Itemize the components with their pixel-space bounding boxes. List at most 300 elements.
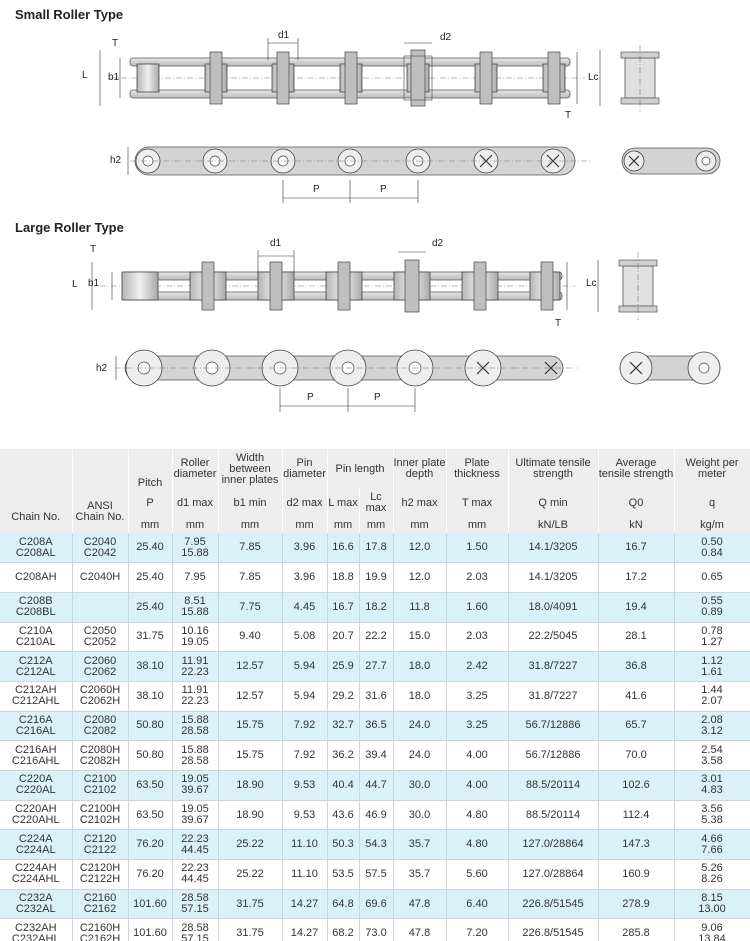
cell-q <box>674 592 750 622</box>
cell-b1: 31.75 <box>218 919 282 941</box>
table-row <box>0 919 750 941</box>
cell-ansi-line: C2120H <box>79 862 121 875</box>
cell-Lc: 22.2 <box>359 622 393 652</box>
cell-chain <box>0 741 72 771</box>
cell-d1-line: 28.58 <box>181 724 209 737</box>
cell-T: 2.03 <box>446 563 508 593</box>
cell-q <box>674 771 750 801</box>
cell-L: 29.2 <box>327 681 359 711</box>
cell-Q: 226.8/51545 <box>508 889 598 919</box>
cell-ansi-line: C2060H <box>79 684 121 697</box>
cell-chain <box>0 652 72 682</box>
cell-chain-line: C232AL <box>15 903 56 916</box>
cell-d1-line: 15.88 <box>181 713 209 726</box>
cell-ansi-line: C2100H <box>79 803 121 816</box>
cell-ansi-line: C2100 <box>83 773 117 786</box>
cell-ansi-line: C2080H <box>79 743 121 756</box>
cell-Q0: 102.6 <box>598 771 674 801</box>
cell-ansi-line: C2060 <box>83 654 117 667</box>
cell-q-line: 4.83 <box>701 784 723 797</box>
cell-chain-line: C208AH <box>14 571 57 584</box>
cell-d1-line: 15.88 <box>181 606 209 619</box>
cell-chain <box>0 681 72 711</box>
dim-label-Lc-large: Lc <box>586 278 597 289</box>
unit-Q: kN/LB <box>508 517 598 533</box>
cell-Q: 14.1/3205 <box>508 563 598 593</box>
cell-ansi-line: C2050 <box>83 624 117 637</box>
cell-chain <box>0 889 72 919</box>
header-ultimate-tensile: Ultimate tensile strength <box>508 449 598 489</box>
cell-Lc: 54.3 <box>359 830 393 860</box>
cell-d1 <box>172 622 218 652</box>
unit-Q0: kN <box>598 517 674 533</box>
symbol-T: T max <box>446 489 508 517</box>
header-average-tensile: Average tensile strength <box>598 449 674 489</box>
cell-L: 36.2 <box>327 741 359 771</box>
dim-label-T-top-large: T <box>90 244 97 255</box>
cell-ansi <box>72 860 128 890</box>
cell-Q0: 112.4 <box>598 800 674 830</box>
cell-chain <box>0 800 72 830</box>
cell-pitch: 31.75 <box>128 622 172 652</box>
cell-q <box>674 563 750 593</box>
dim-label-b1-large: b1 <box>88 278 100 289</box>
cell-T: 4.80 <box>446 800 508 830</box>
cell-T: 4.80 <box>446 830 508 860</box>
cell-Lc: 27.7 <box>359 652 393 682</box>
table-row <box>0 771 750 801</box>
cell-chain <box>0 919 72 941</box>
cell-ansi <box>72 622 128 652</box>
cell-Lc: 44.7 <box>359 771 393 801</box>
table-row <box>0 533 750 563</box>
cell-q <box>674 681 750 711</box>
cell-q-line: 1.27 <box>701 635 723 648</box>
cell-Lc: 18.2 <box>359 592 393 622</box>
cell-pitch: 76.20 <box>128 830 172 860</box>
cell-q-line: 13.84 <box>698 932 726 941</box>
cell-d1 <box>172 533 218 563</box>
cell-h2: 12.0 <box>393 533 446 563</box>
cell-T: 6.40 <box>446 889 508 919</box>
cell-b1: 7.85 <box>218 563 282 593</box>
cell-q-line: 3.58 <box>701 754 723 767</box>
dim-label-P-1: P <box>313 184 320 195</box>
table-row <box>0 622 750 652</box>
cell-ansi-line: C2102 <box>83 784 117 797</box>
cell-pitch: 63.50 <box>128 771 172 801</box>
cell-ansi <box>72 563 128 593</box>
header-ansi-chain-no: ANSI Chain No. <box>72 449 128 533</box>
cell-ansi <box>72 681 128 711</box>
cell-d1-line: 19.05 <box>181 803 209 816</box>
cell-q-line: 4.66 <box>701 832 723 845</box>
cell-h2: 30.0 <box>393 800 446 830</box>
cell-L: 40.4 <box>327 771 359 801</box>
cell-chain <box>0 563 72 593</box>
symbol-d1: d1 max <box>172 489 218 517</box>
header-pin-diameter: Pin diameter <box>282 449 327 489</box>
cell-d2: 9.53 <box>282 771 327 801</box>
cell-q-line: 0.84 <box>701 546 723 559</box>
dim-label-P-2-large: P <box>374 392 381 403</box>
table-row <box>0 711 750 741</box>
cell-chain-line: C208A <box>18 535 53 548</box>
cell-T: 2.03 <box>446 622 508 652</box>
cell-Q: 56.7/12886 <box>508 711 598 741</box>
cell-Lc: 17.8 <box>359 533 393 563</box>
cell-d2: 3.96 <box>282 563 327 593</box>
cell-d1-line: 22.23 <box>181 862 209 875</box>
cell-h2: 12.0 <box>393 563 446 593</box>
cell-Q: 56.7/12886 <box>508 741 598 771</box>
cell-d1-line: 39.67 <box>181 814 209 827</box>
header-pin-length: Pin length <box>327 449 393 489</box>
cell-pitch: 101.60 <box>128 919 172 941</box>
cell-h2: 24.0 <box>393 711 446 741</box>
cell-chain-line: C208BL <box>15 606 56 619</box>
header-width-between: Width between inner plates <box>218 449 282 489</box>
cell-Q: 14.1/3205 <box>508 533 598 563</box>
cell-Q0: 19.4 <box>598 592 674 622</box>
cell-q-line: 2.08 <box>701 713 723 726</box>
cell-q-line: 3.56 <box>701 803 723 816</box>
cell-ansi-line: C2102H <box>79 814 121 827</box>
dim-label-P-2: P <box>380 184 387 195</box>
cell-Q0: 65.7 <box>598 711 674 741</box>
cell-T: 3.25 <box>446 681 508 711</box>
cell-q-line: 3.01 <box>701 773 723 786</box>
cell-q-line: 7.66 <box>701 843 723 856</box>
cell-q <box>674 919 750 941</box>
cell-h2: 24.0 <box>393 741 446 771</box>
cell-chain <box>0 592 72 622</box>
unit-q: kg/m <box>674 517 750 533</box>
cell-pitch: 76.20 <box>128 860 172 890</box>
cell-q <box>674 533 750 563</box>
cell-ansi <box>72 771 128 801</box>
cell-ansi <box>72 741 128 771</box>
cell-T: 5.60 <box>446 860 508 890</box>
cell-q <box>674 800 750 830</box>
cell-q-line: 0.65 <box>701 571 723 584</box>
dim-label-b1: b1 <box>108 72 120 83</box>
cell-chain-line: C220AHL <box>11 814 60 827</box>
cell-q-line: 1.12 <box>701 654 723 667</box>
cell-q-line: 5.38 <box>701 814 723 827</box>
cell-ansi-line: C2082 <box>83 724 117 737</box>
cell-T: 7.20 <box>446 919 508 941</box>
cell-d1 <box>172 919 218 941</box>
cell-ansi-line: C2052 <box>83 635 117 648</box>
cell-ansi-line: C2062 <box>83 665 117 678</box>
header-weight: Weight per meter <box>674 449 750 489</box>
cell-Q: 88.5/20114 <box>508 771 598 801</box>
cell-Q: 88.5/20114 <box>508 800 598 830</box>
cell-d1-line: 44.45 <box>181 873 209 886</box>
cell-chain-line: C216AL <box>15 724 56 737</box>
cell-h2: 18.0 <box>393 681 446 711</box>
cell-Lc: 57.5 <box>359 860 393 890</box>
cell-q-line: 1.44 <box>701 684 723 697</box>
symbol-L: L max <box>327 489 359 517</box>
cell-ansi-line: C2160 <box>83 892 117 905</box>
cell-b1: 12.57 <box>218 652 282 682</box>
cell-pitch: 50.80 <box>128 741 172 771</box>
unit-d1: mm <box>172 517 218 533</box>
small-roller-front-view <box>128 147 720 203</box>
cell-Q: 18.0/4091 <box>508 592 598 622</box>
small-roller-title: Small Roller Type <box>15 7 124 22</box>
cell-L: 25.9 <box>327 652 359 682</box>
large-roller-top-view <box>92 250 657 320</box>
cell-d1-line: 44.45 <box>181 843 209 856</box>
cell-ansi <box>72 889 128 919</box>
cell-chain-line: C212A <box>18 654 53 667</box>
cell-L: 50.3 <box>327 830 359 860</box>
cell-d1-line: 7.95 <box>184 535 206 548</box>
cell-Q0: 16.7 <box>598 533 674 563</box>
cell-d2: 5.08 <box>282 622 327 652</box>
cell-L: 20.7 <box>327 622 359 652</box>
cell-d1-line: 28.58 <box>181 754 209 767</box>
cell-Lc: 36.5 <box>359 711 393 741</box>
cell-pitch: 63.50 <box>128 800 172 830</box>
cell-chain-line: C210AL <box>15 635 56 648</box>
cell-ansi <box>72 592 128 622</box>
cell-T: 1.60 <box>446 592 508 622</box>
spec-table-body <box>0 533 750 941</box>
symbol-d2: d2 max <box>282 489 327 517</box>
cell-chain <box>0 533 72 563</box>
cell-q-line: 5.26 <box>701 862 723 875</box>
cell-chain-line: C232A <box>18 892 53 905</box>
cell-d1-line: 22.23 <box>181 832 209 845</box>
cell-ansi <box>72 711 128 741</box>
cell-d2: 9.53 <box>282 800 327 830</box>
cell-q-line: 2.07 <box>701 695 723 708</box>
dim-label-h2: h2 <box>110 155 122 166</box>
cell-ansi-line: C2040H <box>79 571 121 584</box>
cell-chain-line: C224AH <box>14 862 57 875</box>
cell-Q: 31.8/7227 <box>508 652 598 682</box>
cell-h2: 11.8 <box>393 592 446 622</box>
header-plate-thickness: Plate thickness <box>446 449 508 489</box>
cell-d1-line: 11.91 <box>181 684 209 697</box>
cell-q <box>674 711 750 741</box>
cell-ansi <box>72 830 128 860</box>
cell-chain-line: C224AHL <box>11 873 60 886</box>
cell-ansi-line: C2040 <box>83 535 117 548</box>
cell-L: 16.7 <box>327 592 359 622</box>
cell-q-line: 2.54 <box>701 743 723 756</box>
cell-d1-line: 57.15 <box>181 932 209 941</box>
cell-chain <box>0 830 72 860</box>
cell-T: 4.00 <box>446 771 508 801</box>
dim-label-d1-large: d1 <box>270 238 282 249</box>
cell-d2: 11.10 <box>282 830 327 860</box>
cell-T: 2.42 <box>446 652 508 682</box>
cell-d1-line: 57.15 <box>181 903 209 916</box>
cell-d1 <box>172 860 218 890</box>
unit-Lc: mm <box>359 517 393 533</box>
cell-Lc: 31.6 <box>359 681 393 711</box>
symbol-Lc: Lc max <box>359 489 393 517</box>
cell-h2: 47.8 <box>393 919 446 941</box>
cell-d2: 5.94 <box>282 652 327 682</box>
cell-Q: 22.2/5045 <box>508 622 598 652</box>
dim-label-h2-large: h2 <box>96 363 108 374</box>
cell-pitch: 25.40 <box>128 533 172 563</box>
cell-T: 3.25 <box>446 711 508 741</box>
cell-ansi-line: C2162 <box>83 903 117 916</box>
cell-q-line: 0.78 <box>701 624 723 637</box>
cell-chain-line: C232AH <box>14 921 57 934</box>
cell-L: 18.8 <box>327 563 359 593</box>
cell-q-line: 0.55 <box>701 595 723 608</box>
cell-L: 64.8 <box>327 889 359 919</box>
cell-b1: 25.22 <box>218 830 282 860</box>
small-roller-top-view <box>100 38 659 112</box>
dim-label-T-bottom-large: T <box>555 318 562 329</box>
cell-ansi-line: C2122 <box>83 843 117 856</box>
cell-d2: 7.92 <box>282 711 327 741</box>
dim-label-d2: d2 <box>440 32 452 43</box>
cell-q <box>674 622 750 652</box>
cell-d1 <box>172 800 218 830</box>
symbol-pitch: P <box>128 489 172 517</box>
cell-h2: 47.8 <box>393 889 446 919</box>
cell-q <box>674 889 750 919</box>
cell-d2: 11.10 <box>282 860 327 890</box>
cell-ansi-line: C2120 <box>83 832 117 845</box>
cell-ansi-line: C2080 <box>83 713 117 726</box>
cell-chain-line: C220AL <box>15 784 56 797</box>
dim-label-L-large: L <box>72 279 78 290</box>
cell-d1-line: 28.58 <box>181 921 209 934</box>
cell-h2: 30.0 <box>393 771 446 801</box>
cell-pitch: 25.40 <box>128 592 172 622</box>
cell-d1-line: 15.88 <box>181 546 209 559</box>
cell-d2: 7.92 <box>282 741 327 771</box>
cell-chain <box>0 771 72 801</box>
cell-pitch: 38.10 <box>128 652 172 682</box>
cell-h2: 35.7 <box>393 860 446 890</box>
cell-ansi <box>72 800 128 830</box>
cell-d1 <box>172 830 218 860</box>
cell-ansi-line: C2160H <box>79 921 121 934</box>
cell-chain <box>0 622 72 652</box>
cell-T: 1.50 <box>446 533 508 563</box>
cell-ansi-line: C2162H <box>79 932 121 941</box>
dim-label-T-top: T <box>112 38 119 49</box>
cell-L: 16.6 <box>327 533 359 563</box>
cell-pitch: 38.10 <box>128 681 172 711</box>
cell-d2: 5.94 <box>282 681 327 711</box>
table-row <box>0 830 750 860</box>
cell-q-line: 0.89 <box>701 606 723 619</box>
cell-L: 53.5 <box>327 860 359 890</box>
cell-q-line: 13.00 <box>698 903 726 916</box>
cell-ansi-line: C2042 <box>83 546 117 559</box>
cell-ansi-line: C2062H <box>79 695 121 708</box>
unit-pitch: mm <box>128 517 172 533</box>
cell-chain-line: C212AL <box>15 665 56 678</box>
cell-q-line: 0.50 <box>701 535 723 548</box>
cell-Q0: 41.6 <box>598 681 674 711</box>
dim-label-Lc: Lc <box>588 72 599 83</box>
cell-b1: 7.85 <box>218 533 282 563</box>
cell-Q0: 70.0 <box>598 741 674 771</box>
cell-Q0: 17.2 <box>598 563 674 593</box>
table-row <box>0 800 750 830</box>
cell-d1-line: 19.05 <box>181 773 209 786</box>
cell-d1-line: 28.58 <box>181 892 209 905</box>
cell-q <box>674 830 750 860</box>
table-row <box>0 652 750 682</box>
cell-L: 32.7 <box>327 711 359 741</box>
cell-pitch: 25.40 <box>128 563 172 593</box>
cell-ansi-line: C2122H <box>79 873 121 886</box>
symbol-Q0: Q0 <box>598 489 674 517</box>
dim-label-T-bottom: T <box>565 110 572 121</box>
dim-label-L: L <box>82 70 88 81</box>
cell-d1-line: 11.91 <box>181 654 209 667</box>
cell-chain-line: C216A <box>18 713 53 726</box>
dim-label-P-1-large: P <box>307 392 314 403</box>
unit-L: mm <box>327 517 359 533</box>
cell-b1: 18.90 <box>218 800 282 830</box>
cell-b1: 9.40 <box>218 622 282 652</box>
cell-d1 <box>172 592 218 622</box>
cell-b1: 15.75 <box>218 711 282 741</box>
cell-q-line: 1.61 <box>701 665 723 678</box>
cell-q <box>674 741 750 771</box>
table-row <box>0 860 750 890</box>
cell-d1-line: 22.23 <box>181 665 209 678</box>
header-roller-diameter: Roller diameter <box>172 449 218 489</box>
cell-q-line: 9.06 <box>701 921 723 934</box>
large-roller-title: Large Roller Type <box>15 220 124 235</box>
cell-chain-line: C216AH <box>14 743 57 756</box>
cell-Lc: 46.9 <box>359 800 393 830</box>
cell-d1 <box>172 681 218 711</box>
cell-chain-line: C208B <box>18 595 53 608</box>
cell-b1: 7.75 <box>218 592 282 622</box>
cell-pitch: 50.80 <box>128 711 172 741</box>
cell-b1: 18.90 <box>218 771 282 801</box>
cell-L: 43.6 <box>327 800 359 830</box>
cell-d2: 14.27 <box>282 919 327 941</box>
cell-q-line: 8.15 <box>701 892 723 905</box>
cell-b1: 15.75 <box>218 741 282 771</box>
cell-d1-line: 10.16 <box>181 624 209 637</box>
cell-Q0: 147.3 <box>598 830 674 860</box>
cell-chain <box>0 711 72 741</box>
cell-d2: 14.27 <box>282 889 327 919</box>
cell-d2: 4.45 <box>282 592 327 622</box>
cell-chain-line: C212AH <box>14 684 57 697</box>
table-row <box>0 741 750 771</box>
cell-chain-line: C224A <box>18 832 53 845</box>
header-inner-plate-depth: Inner plate depth <box>393 449 446 489</box>
cell-d2: 3.96 <box>282 533 327 563</box>
cell-Lc: 19.9 <box>359 563 393 593</box>
symbol-h2: h2 max <box>393 489 446 517</box>
chain-spec-table <box>0 449 750 941</box>
cell-Q0: 28.1 <box>598 622 674 652</box>
cell-d1 <box>172 771 218 801</box>
